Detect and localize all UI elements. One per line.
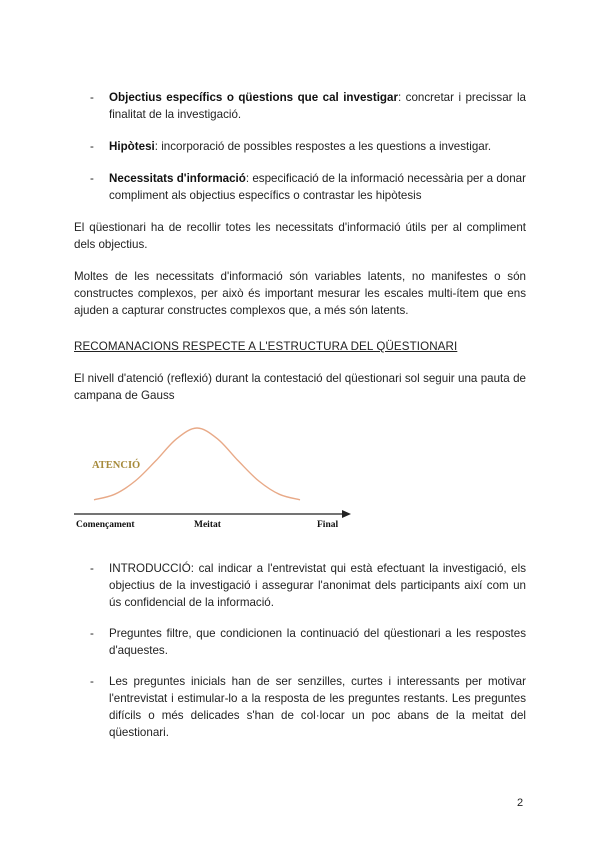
bullet-text xyxy=(109,138,526,155)
bullet-preguntes-filtre xyxy=(90,625,526,659)
bullet-text: Les preguntes inicials han de ser senzilles, curtes i interessants per motivar l'entrevistat i estimular-lo a la resposta de les preguntes restants. Les preguntes difícils o més delicades s'han de col·locar un poc abans de la meitat del qüestionari. xyxy=(109,675,526,739)
tick-label-comencament: Començament xyxy=(76,520,135,530)
bullet-introduccio xyxy=(90,560,526,611)
bullet-bold-term: Hipòtesi xyxy=(109,140,155,153)
bullet-text: Preguntes filtre, que condicionen la continuació del qüestionari a les respostes d'aquestes. xyxy=(109,627,526,657)
bullet-text: INTRODUCCIÓ: cal indicar a l'entrevistat qui està efectuant la investigació, els objectius de la investigació i assegurar l'anonimat dels participants així com un ús confidencial de la informació. xyxy=(109,562,526,609)
attention-label: ATENCIÓ xyxy=(92,460,141,471)
paragraph-gauss: El nivell d'atenció (reflexió) durant la contestació del qüestionari sol seguir una pauta de campana de Gauss xyxy=(74,372,526,402)
bullet-text xyxy=(109,89,526,123)
section-heading: RECOMANACIONS RESPECTE A L'ESTRUCTURA DEL QÜESTIONARI xyxy=(74,340,458,353)
bullet-dash: - xyxy=(90,562,94,575)
bullet-dash: - xyxy=(90,91,94,104)
bullet-objectius xyxy=(90,89,526,123)
paragraph-recollir: El qüestionari ha de recollir totes les necessitats d'informació útils per al compliment dels objectius. xyxy=(74,221,526,251)
bullet-necessitats xyxy=(90,170,526,204)
bullet-description: : especificació de la informació necessària per a donar compliment als objectius específics o contrastar les hipòtesis xyxy=(109,172,526,202)
attention-bell-chart xyxy=(70,418,360,536)
page-number: 2 xyxy=(517,797,524,809)
bullet-description: : incorporació de possibles respostes a les questions a investigar. xyxy=(154,140,492,153)
bullet-dash: - xyxy=(90,675,94,688)
paragraph-variables-latents: Moltes de les necessitats d'informació són variables latents, no manifestes o són constructes complexos, per això és important mesurar les escales multi-ítem que ens ajuden a capturar constructes complexos que, a més són latents. xyxy=(74,270,526,317)
tick-label-final: Final xyxy=(317,520,339,530)
x-axis-arrowhead xyxy=(342,510,351,518)
bullet-description: : concretar i precissar la finalitat de la investigació. xyxy=(109,91,526,121)
tick-label-meitat: Meitat xyxy=(194,520,221,530)
bullet-hipotesi xyxy=(90,138,526,155)
bullet-preguntes-inicials xyxy=(90,673,526,741)
bullet-bold-term: Objectius específics o qüestions que cal investigar xyxy=(109,91,398,104)
bullet-dash: - xyxy=(90,140,94,153)
bullet-dash: - xyxy=(90,627,94,640)
bullet-bold-term: Necessitats d'informació xyxy=(109,172,246,185)
bullet-dash: - xyxy=(90,172,94,185)
bullet-text xyxy=(109,170,526,204)
